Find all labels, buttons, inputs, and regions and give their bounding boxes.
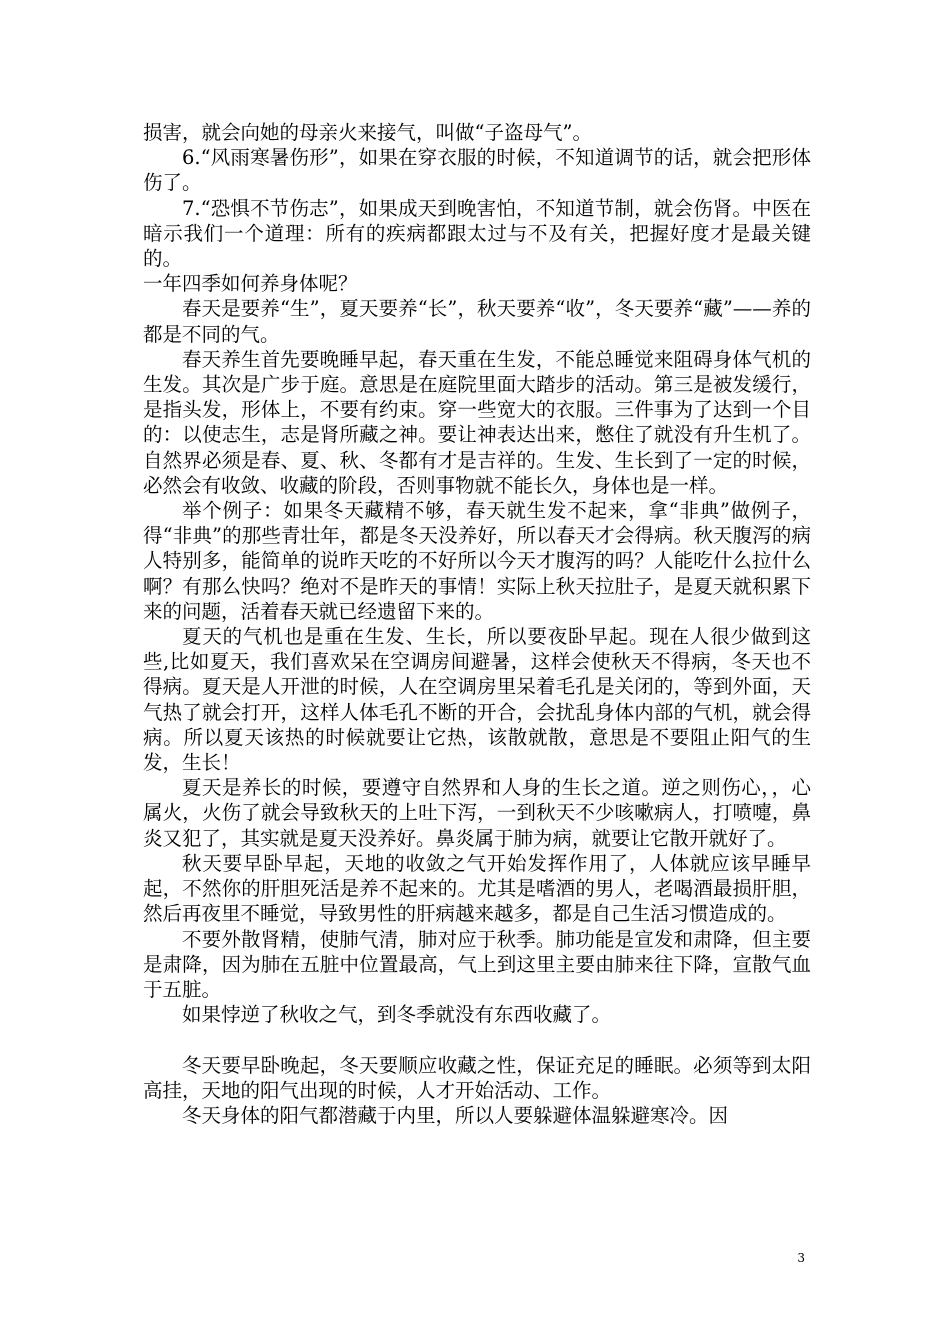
paragraph-15: 冬天身体的阳气都潜藏于内里，所以人要躲避体温躲避寒冷。因: [182, 1103, 729, 1127]
document-body: [143, 120, 811, 1128]
paragraph-3: 7.“恐惧不节伤志”，如果成天到晚害怕，不知道节制，就会伤肾。中医在暗示我们一个道理：所有的疾病都跟太过与不及有关，把握好度才是最关键的。: [143, 196, 811, 271]
paragraph-12: 如果悖逆了秋收之气，到冬季就没有东西收藏了。: [182, 1003, 612, 1027]
paragraph-8: 夏天的气机也是重在生发、生长，所以要夜卧早起。现在人很少做到这些,比如夏天，我们喜欢呆在空调房间避暑，这样会使秋天不得病，冬天也不得病。夏天是人开泄的时候，人在空调房里呆着毛孔是关闭的，等到外面，天气热了就会打开，这样人体毛孔不断的开合，会扰乱身体内部的气机，就会得病。所以夏天该热的时候就要让它热，该散就散，意思是不要阻止阳气的生发，生长！: [143, 625, 811, 775]
paragraph-2: 6.“风雨寒暑伤形”，如果在穿衣服的时候，不知道调节的话，就会把形体伤了。: [143, 146, 811, 195]
paragraph-7: 举个例子：如果冬天藏精不够，春天就生发不起来，拿“非典”做例子，得“非典”的那些青壮年，都是冬天没养好，所以春天才会得病。秋天腹泻的病人特别多，能简单的说昨天吃的不好所以今天才腹泻的吗？人能吃什么拉什么啊？有那么快吗？绝对不是昨天的事情！实际上秋天拉肚子，是夏天就积累下来的问题，活着春天就已经遗留下来的。: [143, 499, 811, 623]
paragraph-6: 春天养生首先要晚睡早起，春天重在生发，不能总睡觉来阻碍身体气机的生发。其次是广步于庭。意思是在庭院里面大踏步的活动。第三是被发缓行，是指头发，形体上，不要有约束。穿一些宽大的衣服。三件事为了达到一个目的：以使志生，志是肾所藏之神。要让神表达出来，憋住了就没有升生机了。自然界必须是春、夏、秋、冬都有才是吉祥的。生发、生长到了一定的时候，必然会有收敛、收藏的阶段，否则事物就不能长久，身体也是一样。: [143, 347, 811, 497]
paragraph-10: 秋天要早卧早起，天地的收敛之气开始发挥作用了，人体就应该早睡早起，不然你的肝胆死活是养不起来的。尤其是嗜酒的男人，老喝酒最损肝胆，然后再夜里不睡觉，导致男性的肝病越来越多，都是自己生活习惯造成的。: [143, 851, 811, 926]
paragraph-9: 夏天是养长的时候，要遵守自然界和人身的生长之道。逆之则伤心，，心属火，火伤了就会导致秋天的上吐下泻，一到秋天不少咳嗽病人，打喷嚏，鼻炎又犯了，其实就是夏天没养好。鼻炎属于肺为病，就要让它散开就好了。: [143, 776, 811, 850]
paragraph-5: 春天是要养“生”，夏天要养“长”，秋天要养“收”，冬天要养“藏”——养的都是不同的气。: [143, 297, 811, 346]
paragraph-11: 不要外散肾精，使肺气清，肺对应于秋季。肺功能是宣发和肃降，但主要是肃降，因为肺在五脏中位置最高，气上到这里主要由肺来往下降，宣散气血于五脏。: [143, 927, 811, 1001]
paragraph-1: 损害，就会向她的母亲火来接气，叫做“子盗母气”。: [143, 121, 592, 144]
paragraph-14: 冬天要早卧晚起，冬天要顺应收藏之性，保证充足的睡眠。必须等到太阳高挂，天地的阳气出现的时候，人才开始活动、工作。: [143, 1053, 811, 1102]
blank-line: [143, 1027, 811, 1052]
section-heading: 一年四季如何养身体呢？: [143, 272, 358, 296]
page-number: 3: [797, 1251, 805, 1265]
